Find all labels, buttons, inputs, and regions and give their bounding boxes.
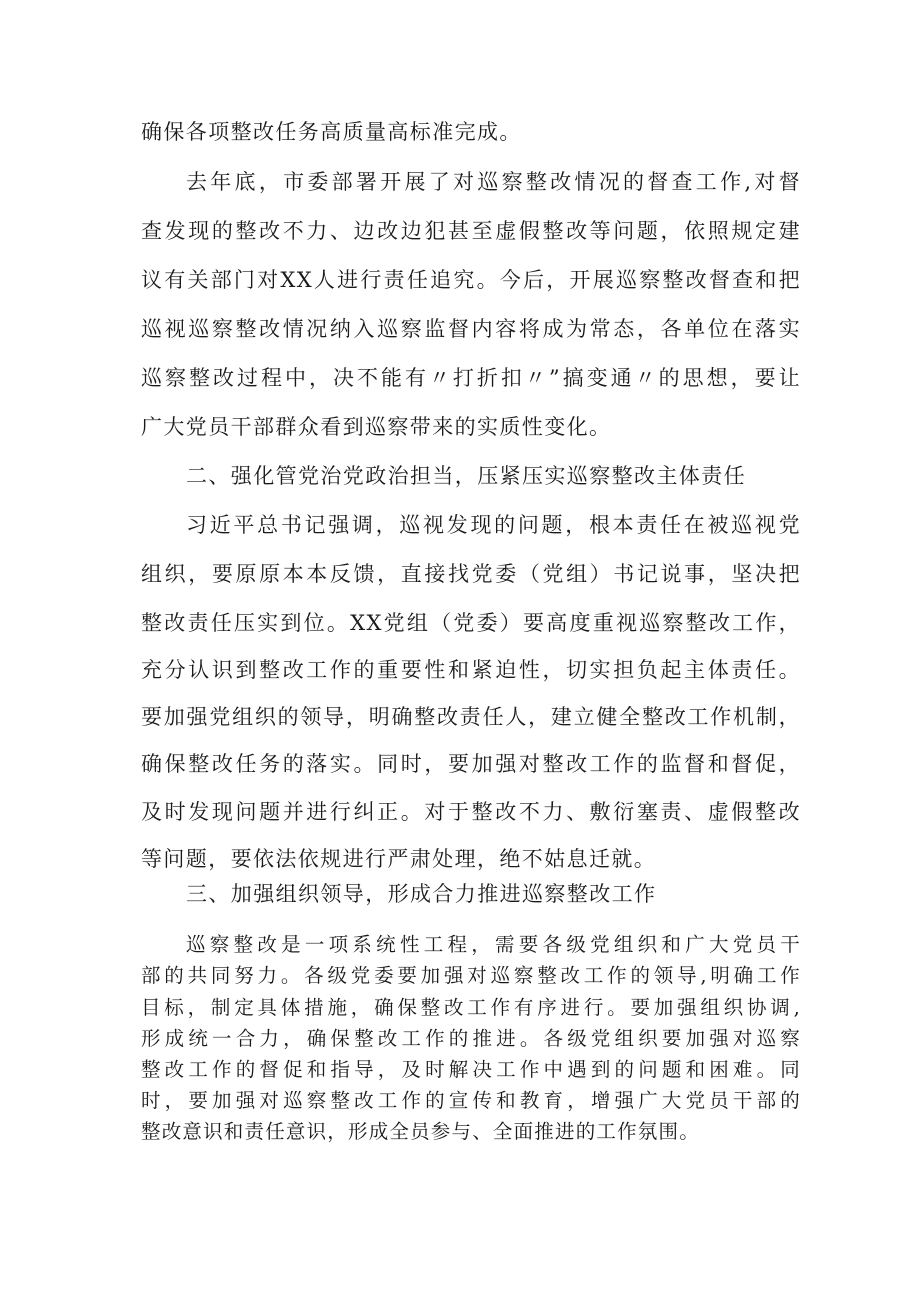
paragraph-3-line-4: 形成统一合力，确保整改工作的推进。各级党组织要加强对巡察 [141, 1027, 801, 1050]
paragraph-2-line-3: 整改责任压实到位。XX党组（党委）要高度重视巡察整改工作， [141, 611, 801, 635]
paragraph-3-line-5: 整改工作的督促和指导，及时解决工作中遇到的问题和困难。同 [141, 1058, 801, 1081]
paragraph-2-line-7: 及时发现问题并进行纠正。对于整改不力、敷衍塞责、虚假整改 [141, 800, 801, 824]
paragraph-2-line-4: 充分认识到整改工作的重要性和紧迫性，切实担负起主体责任。 [141, 658, 801, 682]
paragraph-1-line-1: 去年底，市委部署开展了对巡察整改情况的督查工作,对督 [186, 170, 801, 194]
paragraph-2-line-6: 确保整改任务的落实。同时，要加强对整改工作的监督和督促， [141, 752, 801, 776]
paragraph-2-line-2: 组织，要原原本本反馈，直接找党委（党组）书记说事，坚决把 [141, 562, 801, 586]
paragraph-2-line-5: 要加强党组织的领导，明确整改责任人，建立健全整改工作机制， [141, 705, 801, 729]
paragraph-1-line-3: 议有关部门对XX人进行责任追究。今后，开展巡察整改督查和把 [141, 268, 801, 292]
paragraph-2-line-8: 等问题，要依法依规进行严肃处理，绝不姑息迁就。 [141, 847, 657, 871]
paragraph-3-line-1: 巡察整改是一项系统性工程，需要各级党组织和广大党员干 [186, 933, 801, 956]
paragraph-3-line-3: 目标，制定具体措施，确保整改工作有序进行。要加强组织协调, [141, 996, 801, 1019]
section-heading-2: 二、强化管党治党政治担当，压紧压实巡察整改主体责任 [186, 464, 746, 488]
paragraph-1-line-5: 巡察整改过程中，决不能有〃打折扣〃”搞变通〃的思想，要让 [141, 366, 801, 390]
paragraph-3-line-7: 整改意识和责任意识，形成全员参与、全面推进的工作氛围。 [141, 1120, 700, 1143]
section-heading-3: 三、加强组织领导，形成合力推进巡察整改工作 [186, 882, 657, 906]
paragraph-3-line-2: 部的共同努力。各级党委要加强对巡察整改工作的领导,明确工作 [141, 964, 801, 987]
paragraph-1-line-6: 广大党员干部群众看到巡察带来的实质性变化。 [141, 415, 612, 439]
paragraph-3-line-6: 时，要加强对巡察整改工作的宣传和教育，增强广大党员干部的 [141, 1089, 801, 1112]
text-line-continuation: 确保各项整改任务高质量高标准完成。 [141, 120, 522, 144]
paragraph-1-line-4: 巡视巡察整改情况纳入巡察监督内容将成为常态，各单位在落实 [141, 317, 801, 341]
paragraph-1-line-2: 查发现的整改不力、边改边犯甚至虚假整改等问题，依照规定建 [141, 219, 801, 243]
paragraph-2-line-1: 习近平总书记强调，巡视发现的问题，根本责任在被巡视党 [186, 513, 801, 537]
